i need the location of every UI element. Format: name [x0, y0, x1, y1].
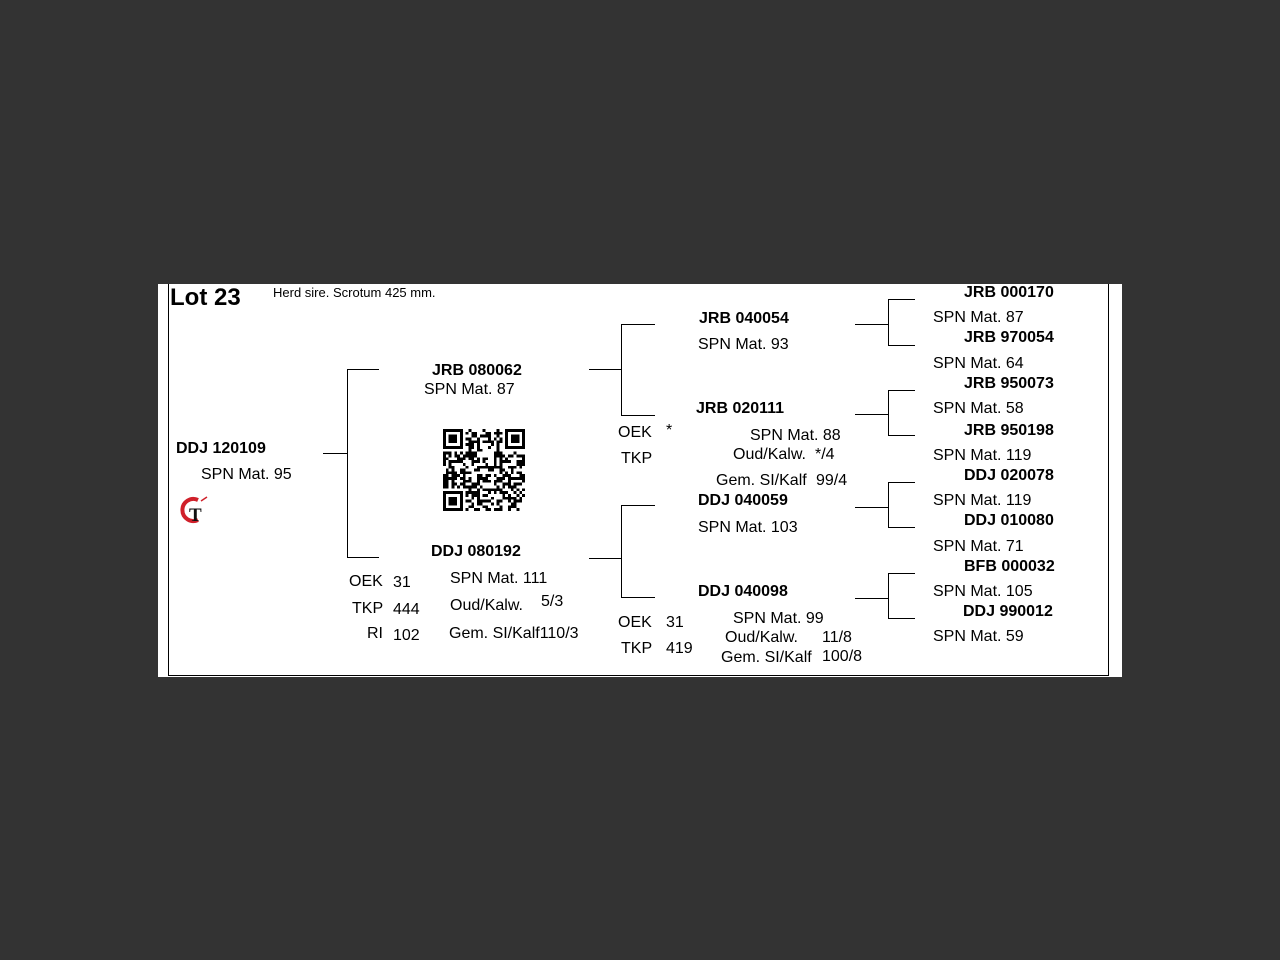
ggp2-id: JRB 970054 — [964, 329, 1054, 346]
sd-oud-value: */4 — [815, 446, 835, 463]
sd-gem-value: 99/4 — [816, 472, 848, 489]
animal-spn: SPN Mat. 95 — [201, 466, 292, 483]
ggp8-connector — [888, 618, 915, 619]
sd-spn: SPN Mat. 88 — [750, 427, 841, 444]
ggp7-id: BFB 000032 — [964, 558, 1055, 575]
svg-text:T: T — [189, 505, 202, 526]
dd-oek-value: 31 — [666, 614, 684, 631]
ggp1-id: JRB 000170 — [964, 284, 1054, 301]
ggp6-connector — [888, 527, 915, 528]
dam-tkp-value: 444 — [393, 601, 420, 618]
ggp2-connector — [888, 345, 915, 346]
ds-parents-connector — [855, 507, 888, 508]
ggp8-spn: SPN Mat. 59 — [933, 628, 1024, 645]
lot-title: Lot 23 — [170, 284, 241, 311]
sd-connector — [621, 415, 655, 416]
ggp3-spn: SPN Mat. 58 — [933, 400, 1024, 417]
dam-parents-connector — [589, 558, 621, 559]
ds-id: DDJ 040059 — [698, 492, 788, 509]
animal-id: DDJ 120109 — [176, 440, 266, 457]
dd-oek-label: OEK — [618, 614, 652, 631]
sire-parents-bracket — [621, 324, 622, 416]
sd-oek-value: * — [666, 422, 673, 439]
ggp4-connector — [888, 435, 915, 436]
ss-parents-bracket — [888, 299, 889, 346]
sd-id: JRB 020111 — [696, 400, 785, 417]
dam-tkp-label: TKP — [352, 600, 384, 617]
sheet-border-right — [1108, 284, 1109, 676]
sire-parents-connector — [589, 369, 621, 370]
sire-spn: SPN Mat. 87 — [424, 381, 515, 398]
dam-parents-bracket — [621, 505, 622, 598]
ggp7-connector — [888, 573, 915, 574]
dd-tkp-label: TKP — [621, 640, 653, 657]
ggp5-connector — [888, 482, 915, 483]
breeder-logo-icon — [176, 494, 210, 526]
ggp6-id: DDJ 010080 — [964, 512, 1054, 529]
dam-id: DDJ 080192 — [431, 543, 521, 560]
dam-ri-label: RI — [367, 625, 383, 642]
dam-oud-label: Oud/Kalw. — [450, 597, 523, 614]
ggp1-connector — [888, 299, 915, 300]
dd-oud-value: 11/8 — [822, 629, 852, 646]
sd-oud-label: Oud/Kalw. — [733, 446, 806, 463]
ggp2-spn: SPN Mat. 64 — [933, 355, 1024, 372]
ds-connector — [621, 505, 655, 506]
dam-oek-value: 31 — [393, 574, 411, 591]
dam-spn: SPN Mat. 111 — [450, 570, 548, 587]
dd-parents-connector — [855, 598, 888, 599]
dd-gem-label: Gem. SI/Kalf — [721, 649, 812, 666]
dam-connector — [347, 557, 379, 558]
parent-bracket — [347, 369, 348, 558]
ggp8-id: DDJ 990012 — [963, 603, 1053, 620]
ggp6-spn: SPN Mat. 71 — [933, 538, 1024, 555]
parent-connector — [323, 453, 347, 454]
dd-oud-label: Oud/Kalw. — [725, 629, 798, 646]
sd-gem-label: Gem. SI/Kalf — [716, 472, 807, 489]
sd-parents-connector — [855, 414, 888, 415]
ggp5-spn: SPN Mat. 119 — [933, 492, 1032, 509]
sire-id: JRB 080062 — [432, 362, 522, 379]
ds-spn: SPN Mat. 103 — [698, 519, 798, 536]
sd-tkp-label: TKP — [621, 450, 653, 467]
lot-note: Herd sire. Scrotum 425 mm. — [273, 285, 436, 300]
ggp7-spn: SPN Mat. 105 — [933, 583, 1033, 600]
dd-connector — [621, 597, 655, 598]
sire-connector — [347, 369, 379, 370]
ggp1-spn: SPN Mat. 87 — [933, 309, 1024, 326]
ds-parents-bracket — [888, 482, 889, 528]
dd-gem-value: 100/8 — [822, 648, 863, 665]
ggp4-spn: SPN Mat. 119 — [933, 447, 1032, 464]
ss-connector — [621, 324, 655, 325]
dd-id: DDJ 040098 — [698, 583, 788, 600]
dam-oek-label: OEK — [349, 573, 383, 590]
dam-gem: Gem. SI/Kalf110/3 — [449, 625, 579, 642]
ggp4-id: JRB 950198 — [964, 422, 1054, 439]
sd-parents-bracket — [888, 390, 889, 436]
sheet-border-bottom — [168, 675, 1109, 676]
sheet-border-left — [168, 284, 169, 676]
ggp5-id: DDJ 020078 — [964, 467, 1054, 484]
dd-parents-bracket — [888, 573, 889, 619]
sd-oek-label: OEK — [618, 424, 652, 441]
dam-ri-value: 102 — [393, 627, 420, 644]
pedigree-sheet — [158, 284, 1122, 677]
qr-code-icon — [443, 429, 525, 511]
ss-parents-connector — [855, 324, 888, 325]
ss-spn: SPN Mat. 93 — [698, 336, 789, 353]
dd-tkp-value: 419 — [666, 640, 693, 657]
ggp3-connector — [888, 390, 915, 391]
dd-spn: SPN Mat. 99 — [733, 610, 824, 627]
dam-oud-value: 5/3 — [541, 593, 564, 610]
ggp3-id: JRB 950073 — [964, 375, 1054, 392]
ss-id: JRB 040054 — [699, 310, 789, 327]
